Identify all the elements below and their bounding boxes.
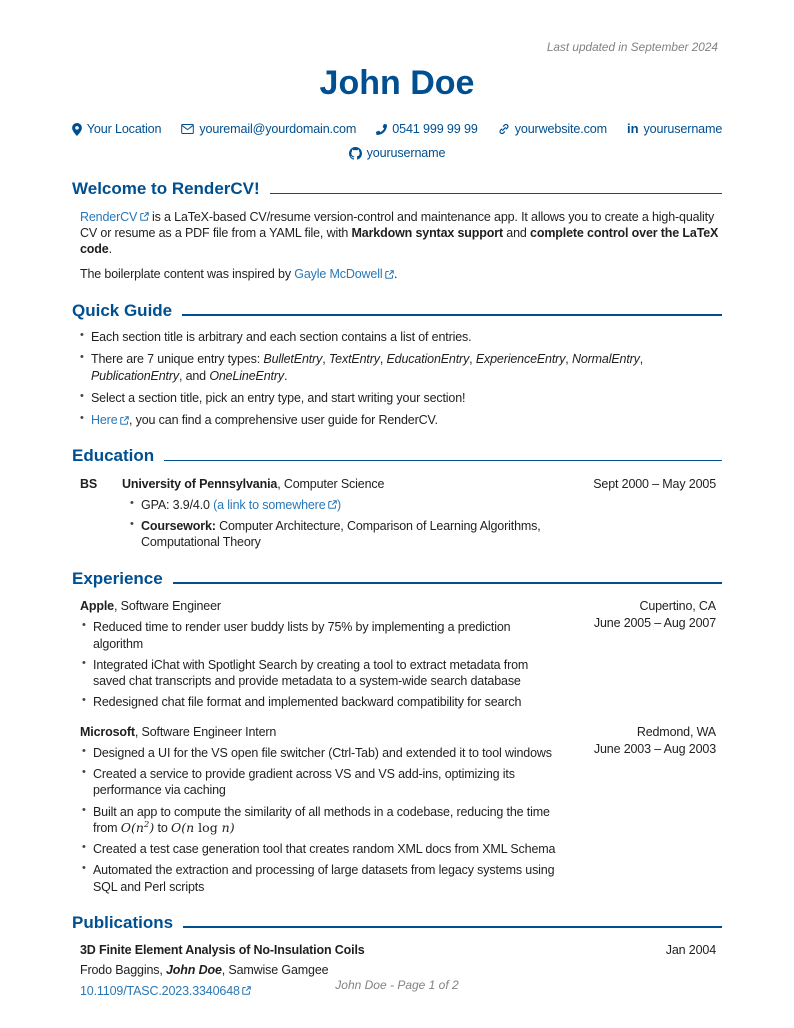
text-part: , (565, 352, 572, 367)
section-title: Welcome to RenderCV! (72, 179, 260, 199)
text-part: to (154, 820, 172, 835)
bullet-item (82, 862, 558, 895)
text-part: log (198, 819, 218, 835)
text-part: Computer Architecture, Comparison of Learning Algorithms, Computational Theory (141, 519, 541, 550)
section-education (72, 446, 722, 550)
section-title: Experience (72, 568, 163, 588)
contact-linkedin[interactable] (627, 121, 722, 138)
text-part: Select a section title, pick an entry type, and start writing your section! (91, 390, 466, 405)
bullet-item (82, 841, 558, 857)
contact-row-1 (0, 121, 794, 138)
section-header (72, 913, 722, 933)
text-part: GPA: 3.9/4.0 (141, 497, 214, 512)
inline-link[interactable]: 10.1109/TASC.2023.3340648 (80, 984, 251, 998)
entry-main (80, 598, 558, 711)
entry-location: Redmond, WA (636, 724, 716, 739)
section-title: Quick Guide (72, 300, 173, 320)
degree-label: BS (80, 476, 98, 491)
entry-main (122, 476, 558, 551)
publication-title: 3D Finite Element Analysis of No-Insulation Coils (80, 943, 365, 958)
contact-label: yourwebsite.com (514, 122, 607, 137)
link-icon (498, 123, 510, 135)
text-part: , (322, 352, 329, 367)
bullet-item (82, 766, 558, 799)
bullet-item (80, 390, 722, 406)
text-part: , Samwise Gamgee (221, 963, 329, 978)
entry-location: Cupertino, CA (639, 599, 716, 614)
text-part: Reduced time to render user buddy lists by 75% by implementing a prediction algorithm (93, 620, 511, 651)
entry-title (122, 476, 558, 492)
text-part: Created a service to provide gradient across VS and VS add-ins, optimizing its performance via caching (93, 767, 515, 798)
section-header (72, 446, 722, 466)
section-welcome (72, 179, 722, 282)
text-part: , Software Engineer (113, 599, 221, 614)
text-part: complete control over the LaTeX code (80, 225, 719, 257)
text-part: is a LaTeX-based CV/resume version-control and maintenance app. It allows you to create a high-quality CV or resume as a PDF file from a YAML file, with (80, 209, 715, 240)
bullet-item (82, 694, 558, 710)
text-part: ExperienceEntry (475, 352, 566, 367)
text-part: Designed a UI for the VS open file switcher (Ctrl-Tab) and extended it to tool windows (93, 745, 552, 760)
text-part: The boilerplate content was inspired by (80, 267, 295, 282)
bullet-item (80, 351, 722, 384)
external-link-icon (120, 416, 129, 425)
text-part: John Doe (166, 963, 222, 978)
external-link-icon (328, 500, 337, 509)
contact-label: 0541 999 99 99 (392, 122, 478, 137)
text-part: , (639, 352, 644, 367)
text-part: NormalEntry (571, 352, 640, 367)
bullet-item (82, 745, 558, 761)
text-part: Created a test case generation tool that creates random XML docs from XML Schema (93, 842, 556, 857)
contact-label: yourusername (643, 122, 723, 137)
bullet-item (82, 619, 558, 652)
bullet-item (130, 497, 558, 513)
section-quick-guide (72, 301, 722, 429)
inline-link[interactable]: Here (91, 413, 129, 427)
entry-title (80, 598, 558, 614)
text-part: Coursework: (141, 519, 216, 534)
last-updated-note: Last updated in September 2024 (546, 40, 718, 54)
contact-label: yourusername (366, 145, 446, 160)
text-part: EducationEntry (386, 352, 470, 367)
section-header (72, 301, 722, 321)
entry-date: June 2003 – Aug 2003 (593, 741, 716, 756)
page-title: John Doe (319, 64, 475, 102)
text-part: Microsoft (80, 724, 135, 739)
section-rule (173, 582, 722, 584)
section-rule (164, 460, 722, 462)
contact-website[interactable] (498, 121, 607, 137)
envelope-icon (181, 124, 194, 134)
github-icon (349, 147, 362, 160)
section-header (72, 179, 722, 199)
entry-date: June 2005 – Aug 2007 (593, 616, 716, 631)
inline-link[interactable]: Gayle McDowell (294, 267, 394, 281)
bullet-item (130, 518, 558, 551)
text-part: OneLineEntry (209, 368, 284, 383)
inline-link[interactable]: (a link to somewhere (213, 498, 337, 512)
text-part: Automated the extraction and processing of large datasets from legacy systems using SQL and Perl scripts (93, 863, 555, 894)
external-link-icon (140, 212, 149, 221)
entry-title (80, 724, 558, 740)
text-part: ) (149, 819, 155, 835)
text-part: , Software Engineer Intern (134, 724, 277, 739)
experience-entry-apple (72, 598, 722, 711)
section-title: Publications (72, 912, 174, 932)
text-part: , and (178, 368, 210, 383)
text-part: , Computer Science (277, 476, 385, 491)
text-part: , (379, 352, 387, 367)
text-part: TextEntry (328, 352, 380, 367)
bullet-item (80, 329, 722, 345)
bullet-item (82, 804, 558, 837)
welcome-paragraph-1 (80, 209, 720, 258)
text-part: Integrated iChat with Spotlight Search by creating a tool to extract metadata from saved chat transcripts and provide metadata to a system-wide search database (93, 657, 529, 689)
bullet-list (80, 329, 722, 428)
bullet-list (82, 745, 558, 895)
text-part: University of Pennsylvania (122, 476, 278, 491)
text-part: . (393, 267, 398, 282)
section-title: Education (72, 446, 155, 466)
entry-meta (558, 724, 716, 895)
bullet-item (82, 657, 558, 690)
contact-row-2 (0, 145, 794, 161)
education-entry (72, 476, 722, 551)
page-footer: John Doe - Page 1 of 2 (335, 978, 459, 993)
section-experience (72, 569, 722, 895)
entry-date: Sept 2000 – May 2005 (593, 476, 716, 491)
text-part: Apple (80, 599, 114, 614)
phone-icon (376, 124, 387, 135)
text-part: PublicationEntry (91, 368, 179, 383)
entry-meta (558, 598, 716, 711)
entry-main (80, 724, 558, 895)
text-part: , you can find a comprehensive user guide for RenderCV. (129, 413, 438, 428)
text-part: Each section title is arbitrary and each section contains a list of entries. (91, 330, 472, 345)
inline-link[interactable]: RenderCV (80, 210, 149, 224)
publication-authors (80, 962, 558, 978)
welcome-paragraph-2 (80, 266, 720, 282)
contact-phone[interactable] (376, 121, 477, 137)
text-part: . (283, 368, 288, 383)
location-pin-icon (72, 123, 82, 136)
text-part: . (108, 242, 112, 257)
contact-email[interactable] (181, 121, 356, 137)
section-rule (270, 193, 722, 195)
contact-label: youremail@yourdomain.com (199, 122, 357, 137)
inline-link[interactable]: ) (337, 497, 342, 512)
bullet-item (80, 412, 722, 428)
text-part: Redesigned chat file format and implemented backward compatibility for search (93, 695, 522, 710)
section-rule (182, 314, 722, 316)
contact-github[interactable] (349, 145, 446, 161)
text-part: and (502, 225, 531, 240)
entry-date: Jan 2004 (665, 943, 716, 958)
text-part: O(n (120, 819, 144, 835)
text-part: There are 7 unique entry types: (91, 352, 264, 367)
text-part: Built an app to compute the similarity of all methods in a codebase, reducing the time from (93, 804, 550, 835)
bullet-list (130, 497, 558, 551)
linkedin-icon: in (626, 121, 639, 136)
experience-entry-microsoft (72, 724, 722, 895)
contact-label: Your Location (86, 122, 162, 137)
text-part: O(n (171, 819, 199, 835)
text-part: , (469, 352, 476, 367)
text-part: BulletEntry (263, 352, 323, 367)
bullet-list (82, 619, 558, 710)
section-rule (183, 926, 722, 928)
text-part: Markdown syntax support (351, 225, 503, 240)
text-part: n) (217, 819, 235, 835)
contact-location (72, 121, 162, 137)
section-header (72, 569, 722, 589)
text-part: 2 (143, 819, 150, 830)
external-link-icon (385, 270, 394, 279)
text-part: Frodo Baggins, (80, 963, 166, 978)
